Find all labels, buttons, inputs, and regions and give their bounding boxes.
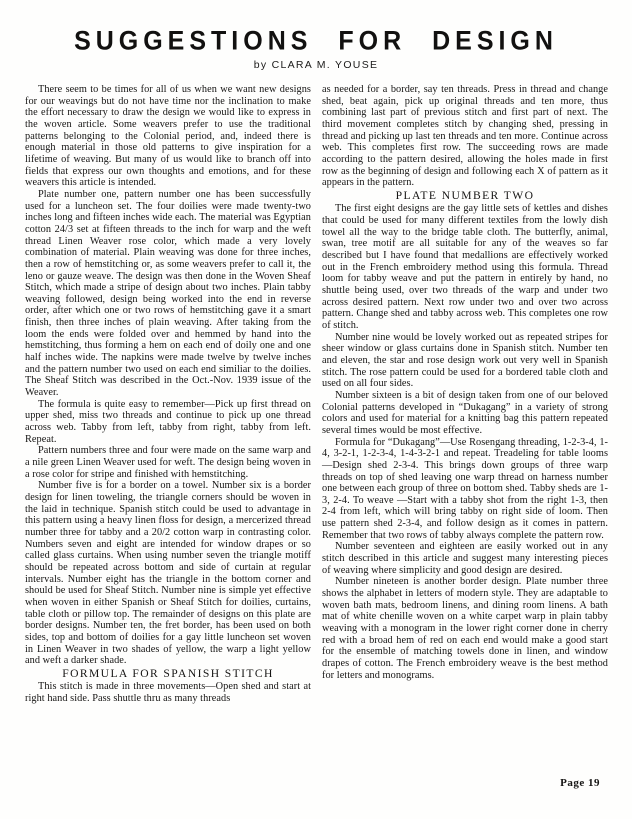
- paragraph-patterns-three-four: Pattern numbers three and four were made on the same warp and a nile green Linen Weaver used for weft. The design being woven in a rose color for stripe and finished with hemstitching.: [25, 445, 311, 480]
- paragraph-spanish-stitch-start: This stitch is made in three movements—Open shed and start at right hand side. Pass shuttle thru as many threads: [25, 681, 311, 704]
- paragraph-plate-two-designs: The first eight designs are the gay little sets of kettles and dishes that could be used for many different textiles from the lowly dish towel all the way to the bridge table cloth. The butterfly, animal, swan, tree motif are all suitable for any of the weaves so far described but I have found that medallions are effectively worked out in the French embroidery method using this formula. Thread loom for tabby weave and put the pattern in entirely by hand, no shuttle being used, over two threads of the warp and under two across desired pattern. Next row under two and over two across pattern. Change shed and tabby across web. This completes one row of stitch.: [322, 203, 608, 331]
- paragraph-seventeen-eighteen: Number seventeen and eighteen are easily worked out in any stitch described in this article and suggest many interesting pieces of weaving where simplicity and good design are desired.: [322, 541, 608, 576]
- masthead: [0, 27, 632, 71]
- paragraph-spanish-stitch-continued: as needed for a border, say ten threads. Press in thread and change shed, beat again, pick up original threads and ten more, thus combining last part of previous stitch and first part of next. The third movement completes stitch by changing shed, pressing in thread and picking up last ten threads and ten more. Continue across web. This completes first row. The succeeding rows are made according to the pattern desired, allowing the holes made in first row as the beginning of design and following each X of pattern as it appears in the pattern.: [322, 84, 608, 189]
- byline: by CLARA M. YOUSE: [253, 59, 379, 71]
- page-title: SUGGESTIONS FOR DESIGN: [74, 25, 558, 57]
- paragraph-number-nine: Number nine would be lovely worked out as repeated stripes for sheer window or glass curtains done in Spanish stitch. Number ten and eleven, the star and rose design work out very well in Spanish stitch. The rose pattern could be used for a bordered table cloth and used on all four sides.: [322, 331, 608, 390]
- paragraph-intro: There seem to be times for all of us when we want new designs for our weavings but do not have time nor the inclination to make the effort necessary to draw the design we would like to express in the woven article. Some weavers prefer to use the traditional patterns belonging to the Colonial period, and, indeed there is enough material in those old patterns to give inspiration for a lifetime of weaving. But many of us would like to branch off into fields that express our own thoughts and emotions, and for these weavers this article is intended.: [25, 84, 311, 189]
- paragraph-border-designs: Number five is for a border on a towel. Number six is a border design for linen toweling, the triangle corners should be woven in the laid in technique. Spanish stitch could be used to advantage in this pattern using a heavy linen floss for design, a mercerized thread number three for tabby and a 20/2 cotton warp in contrasting color. Numbers seven and eight are intended for window drapes or so called glass curtains. When using number seven the triangle motiff should be repeated across bottom and side of curtain at regular intervals. Number eight has the triangle in the bottom corner and should be used for Sheaf Stitch. Number nine is simple yet effective when woven in either Spanish or Sheaf Stitch for doilies, curtains, table cloth or pillow top. The remainder of designs on this plate are border designs. Number ten, the fret border, has been used on both sides, top and bottom of doilies for a gay little luncheon set woven in Linen Weaver in two shades of yellow, the warp a light yellow and weft a darker shade.: [25, 480, 311, 667]
- page-number: Page 19: [560, 777, 600, 789]
- paragraph-formula: The formula is quite easy to remember—Pick up first thread on upper shed, miss two threads and continue to pick up one thread across web. Tabby from left, tabby from right, tabby from left. Repeat.: [25, 398, 311, 445]
- section-heading-spanish-stitch: FORMULA FOR SPANISH STITCH: [62, 666, 274, 680]
- article-body: [25, 84, 608, 705]
- paragraph-dukagang-formula: Formula for “Dukagang”—Use Rosengang threading, 1-2-3-4, 1-4, 3-2-1, 1-2-3-4, 1-4-3-2-1 and repeat. Treadeling for table looms—Design shed 2-3-4. This brings down groups of three warp threads on top of shed leaving one warp thread on harness number one between each group of three on bottom shed. Tabby sheds are 1-3, 2-4. To weave —Start with a tabby shot from the right 1-3, then 2-4 from left, which will bring tabby on right side of loom. Then use pattern shed 2-3-4, and follow design as it comes in pattern. Remember that two rows of tabby always complete the pattern row.: [322, 436, 608, 541]
- left-column: [25, 84, 311, 705]
- right-column: [322, 84, 608, 705]
- section-heading-plate-two: PLATE NUMBER TWO: [395, 188, 535, 202]
- paragraph-number-sixteen: Number sixteen is a bit of design taken from one of our beloved Colonial patterns developed in “Dukagang” in a variety of strong colors and used for material for a knitting bag this pattern repeated several times would be most effective.: [322, 389, 608, 436]
- paragraph-nineteen-alphabet: Number nineteen is another border design. Plate number three shows the alphabet in letters of modern style. They are adaptable to woven bath mats, bedroom linens, and dining room linens. A bath mat of white chenille woven on a white carpet warp in plain tabby weaving with a monogram in the lower right corner done in cherry red with a broad hem of red on each end would make a good start for the ensemble of matching towels done in linen, and window drapes of cotton. The French embroidery weave is the best method for letters and monograms.: [322, 576, 608, 681]
- paragraph-plate-one: Plate number one, pattern number one has been successfully used for a luncheon set. The four doilies were made twenty-two inches long and fifteen inches wide each. The material was Egyptian cotton 24/3 set at fifteen threads to the inch for warp and the weft thread Linen Weaver rose color, which made a very lovely combination of material. Plain weaving was done for three inches, then a row of hemstitching or, as some weavers prefer to call it, the leno or gauze weave. The design was then done in the Woven Sheaf Stitch, which made a stripe of design about two inches. Plain tabby weaving followed, design being worked into the end in reverse order, after which one or two rows of hemstitching gave it a smart finish, then three inches of plain weaving. After taking from the loom the ends were folded over and hemmed by hand into the hemstitching, thus forming a hem on each end of doily one and one half inches wide. The napkins were made twelve by twelve inches and the pattern number two used on each end similiar to the doilies. The Sheaf Stitch was described in the Oct.-Nov. 1939 issue of the Weaver.: [25, 188, 311, 399]
